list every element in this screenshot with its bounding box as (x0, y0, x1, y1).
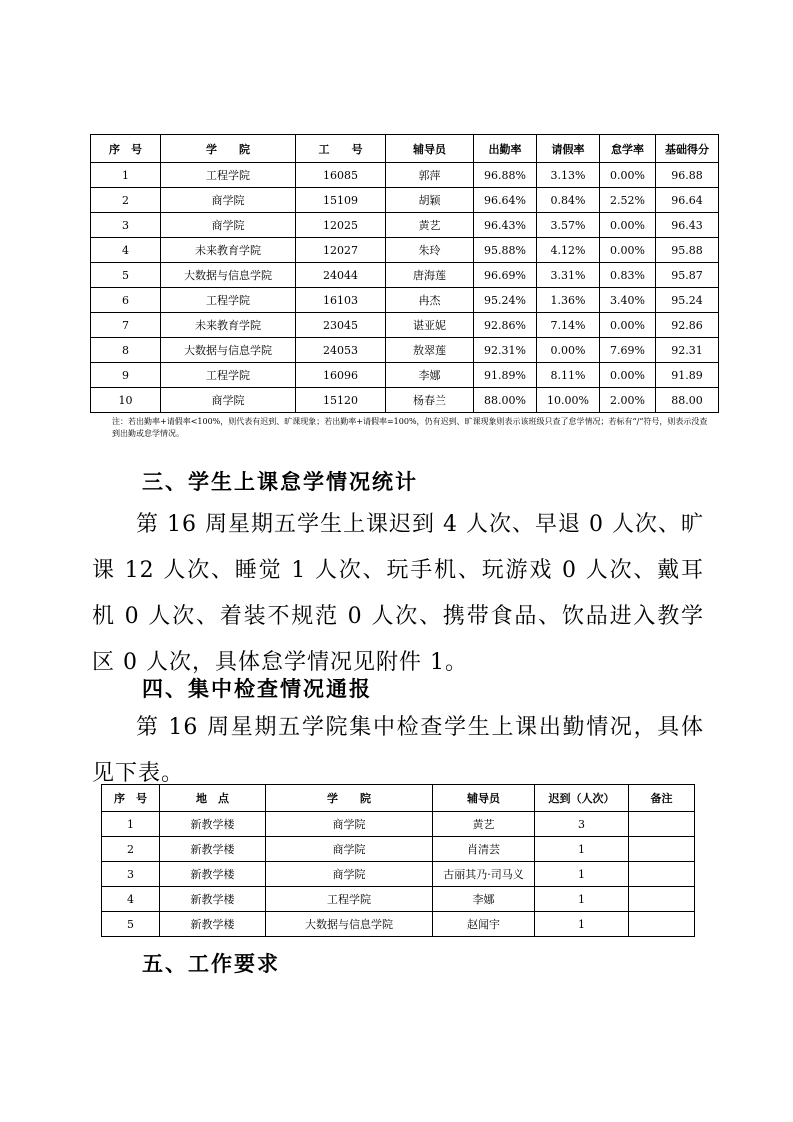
section-body-truancy: 第 16 周星期五学生上课迟到 4 人次、早退 0 人次、旷课 12 人次、睡觉 1 人次、玩手机、玩游戏 0 人次、戴耳机 0 人次、着装不规范 0 人次、携带食品、饮品进入教学区 0 人次，具体怠学情况见附件 1。 (92, 512, 704, 675)
cell-college: 商学院 (266, 862, 433, 887)
cell-leave-rate: 4.12% (537, 238, 600, 263)
header-attendance-rate: 出勤率 (474, 135, 537, 163)
cell-index: 7 (91, 313, 161, 338)
section-heading-requirements: 五、工作要求 (142, 952, 280, 976)
cell-index: 3 (91, 213, 161, 238)
header-counselor: 辅导员 (386, 135, 474, 163)
cell-index: 2 (102, 837, 160, 862)
cell-counselor: 肖清芸 (433, 837, 535, 862)
cell-base-score: 95.88 (656, 238, 719, 263)
cell-counselor: 唐海莲 (386, 263, 474, 288)
cell-truancy-rate: 0.00% (600, 313, 656, 338)
cell-late-count: 1 (535, 862, 629, 887)
cell-college: 工程学院 (266, 887, 433, 912)
cell-base-score: 91.89 (656, 363, 719, 388)
cell-counselor: 朱玲 (386, 238, 474, 263)
table-row (91, 163, 719, 188)
cell-staff-id: 24044 (296, 263, 386, 288)
cell-base-score: 92.86 (656, 313, 719, 338)
table-row (102, 837, 695, 862)
cell-index: 1 (102, 812, 160, 837)
header-counselor: 辅导员 (433, 785, 535, 812)
cell-staff-id: 12027 (296, 238, 386, 263)
cell-leave-rate: 7.14% (537, 313, 600, 338)
cell-truancy-rate: 3.40% (600, 288, 656, 313)
cell-index: 10 (91, 388, 161, 413)
cell-remarks (629, 912, 695, 937)
cell-truancy-rate: 2.52% (600, 188, 656, 213)
cell-college: 商学院 (161, 213, 296, 238)
cell-index: 2 (91, 188, 161, 213)
header-college: 学 院 (161, 135, 296, 163)
cell-leave-rate: 3.13% (537, 163, 600, 188)
cell-truancy-rate: 0.00% (600, 363, 656, 388)
header-truancy-rate: 怠学率 (600, 135, 656, 163)
cell-index: 3 (102, 862, 160, 887)
cell-staff-id: 15109 (296, 188, 386, 213)
cell-college: 工程学院 (161, 288, 296, 313)
cell-counselor: 敖翠莲 (386, 338, 474, 363)
cell-base-score: 96.64 (656, 188, 719, 213)
table-header-row (91, 135, 719, 163)
cell-late-count: 1 (535, 887, 629, 912)
cell-attendance-rate: 91.89% (474, 363, 537, 388)
table-row (91, 338, 719, 363)
cell-counselor: 郭萍 (386, 163, 474, 188)
header-index: 序 号 (102, 785, 160, 812)
cell-staff-id: 23045 (296, 313, 386, 338)
section-body-inspection: 第 16 周星期五学院集中检查学生上课出勤情况，具体见下表。 (92, 715, 704, 786)
cell-college: 商学院 (266, 837, 433, 862)
cell-college: 商学院 (161, 188, 296, 213)
table-row (102, 912, 695, 937)
cell-base-score: 96.88 (656, 163, 719, 188)
cell-base-score: 88.00 (656, 388, 719, 413)
cell-college: 商学院 (266, 812, 433, 837)
cell-truancy-rate: 0.00% (600, 213, 656, 238)
table-row (91, 288, 719, 313)
cell-index: 4 (91, 238, 161, 263)
cell-index: 9 (91, 363, 161, 388)
cell-college: 商学院 (161, 388, 296, 413)
cell-college: 工程学院 (161, 163, 296, 188)
cell-remarks (629, 837, 695, 862)
cell-truancy-rate: 0.00% (600, 238, 656, 263)
cell-index: 8 (91, 338, 161, 363)
cell-index: 6 (91, 288, 161, 313)
header-index: 序 号 (91, 135, 161, 163)
table-row (91, 363, 719, 388)
cell-attendance-rate: 95.24% (474, 288, 537, 313)
cell-counselor: 谌亚妮 (386, 313, 474, 338)
cell-college: 大数据与信息学院 (161, 263, 296, 288)
table-row (102, 887, 695, 912)
cell-college: 未来教育学院 (161, 238, 296, 263)
cell-remarks (629, 862, 695, 887)
cell-leave-rate: 3.31% (537, 263, 600, 288)
table-row (91, 263, 719, 288)
cell-base-score: 92.31 (656, 338, 719, 363)
cell-staff-id: 15120 (296, 388, 386, 413)
header-base-score: 基础得分 (656, 135, 719, 163)
cell-index: 5 (91, 263, 161, 288)
cell-leave-rate: 0.84% (537, 188, 600, 213)
cell-truancy-rate: 2.00% (600, 388, 656, 413)
cell-late-count: 1 (535, 837, 629, 862)
header-remarks: 备注 (629, 785, 695, 812)
cell-staff-id: 24053 (296, 338, 386, 363)
cell-truancy-rate: 7.69% (600, 338, 656, 363)
cell-late-count: 3 (535, 812, 629, 837)
cell-base-score: 96.43 (656, 213, 719, 238)
table-row (102, 812, 695, 837)
cell-counselor: 胡颖 (386, 188, 474, 213)
cell-location: 新教学楼 (160, 862, 266, 887)
cell-staff-id: 16103 (296, 288, 386, 313)
cell-staff-id: 16085 (296, 163, 386, 188)
cell-base-score: 95.87 (656, 263, 719, 288)
cell-college: 工程学院 (161, 363, 296, 388)
cell-counselor: 杨春兰 (386, 388, 474, 413)
cell-location: 新教学楼 (160, 812, 266, 837)
header-college: 学 院 (266, 785, 433, 812)
table-row (91, 188, 719, 213)
table-row (102, 862, 695, 887)
cell-attendance-rate: 92.31% (474, 338, 537, 363)
table-row (91, 388, 719, 413)
cell-counselor: 黄艺 (386, 213, 474, 238)
cell-attendance-rate: 95.88% (474, 238, 537, 263)
cell-attendance-rate: 96.88% (474, 163, 537, 188)
cell-leave-rate: 10.00% (537, 388, 600, 413)
cell-staff-id: 16096 (296, 363, 386, 388)
table-note: 注：若出勤率+请假率<100%，则代表有迟到、旷课现象；若出勤率+请假率=100%，仍有迟到、旷课现象则表示该班级只查了怠学情况；若标有“/”符号，则表示没查到出勤或怠学情况。 (112, 417, 708, 438)
cell-base-score: 95.24 (656, 288, 719, 313)
cell-remarks (629, 812, 695, 837)
cell-truancy-rate: 0.83% (600, 263, 656, 288)
cell-attendance-rate: 88.00% (474, 388, 537, 413)
cell-attendance-rate: 96.43% (474, 213, 537, 238)
cell-leave-rate: 8.11% (537, 363, 600, 388)
cell-index: 5 (102, 912, 160, 937)
cell-truancy-rate: 0.00% (600, 163, 656, 188)
cell-leave-rate: 3.57% (537, 213, 600, 238)
header-late-count: 迟到（人次） (535, 785, 629, 812)
cell-attendance-rate: 92.86% (474, 313, 537, 338)
section-heading-truancy: 三、学生上课怠学情况统计 (142, 470, 418, 494)
cell-location: 新教学楼 (160, 887, 266, 912)
table-row (91, 238, 719, 263)
cell-college: 未来教育学院 (161, 313, 296, 338)
header-leave-rate: 请假率 (537, 135, 600, 163)
cell-college: 大数据与信息学院 (266, 912, 433, 937)
cell-leave-rate: 0.00% (537, 338, 600, 363)
cell-leave-rate: 1.36% (537, 288, 600, 313)
counselor-attendance-table (90, 134, 719, 413)
cell-index: 4 (102, 887, 160, 912)
cell-college: 大数据与信息学院 (161, 338, 296, 363)
table-header-row (102, 785, 695, 812)
header-staff-id: 工 号 (296, 135, 386, 163)
cell-attendance-rate: 96.69% (474, 263, 537, 288)
cell-staff-id: 12025 (296, 213, 386, 238)
cell-late-count: 1 (535, 912, 629, 937)
table-row (91, 213, 719, 238)
cell-counselor: 黄艺 (433, 812, 535, 837)
inspection-table (101, 784, 695, 937)
cell-location: 新教学楼 (160, 912, 266, 937)
cell-location: 新教学楼 (160, 837, 266, 862)
cell-counselor: 古丽其乃·司马义 (433, 862, 535, 887)
cell-index: 1 (91, 163, 161, 188)
cell-attendance-rate: 96.64% (474, 188, 537, 213)
table-row (91, 313, 719, 338)
cell-counselor: 李娜 (386, 363, 474, 388)
cell-counselor: 李娜 (433, 887, 535, 912)
header-location: 地 点 (160, 785, 266, 812)
cell-counselor: 赵闻宇 (433, 912, 535, 937)
section-heading-inspection: 四、集中检查情况通报 (142, 677, 372, 701)
cell-remarks (629, 887, 695, 912)
cell-counselor: 冉杰 (386, 288, 474, 313)
